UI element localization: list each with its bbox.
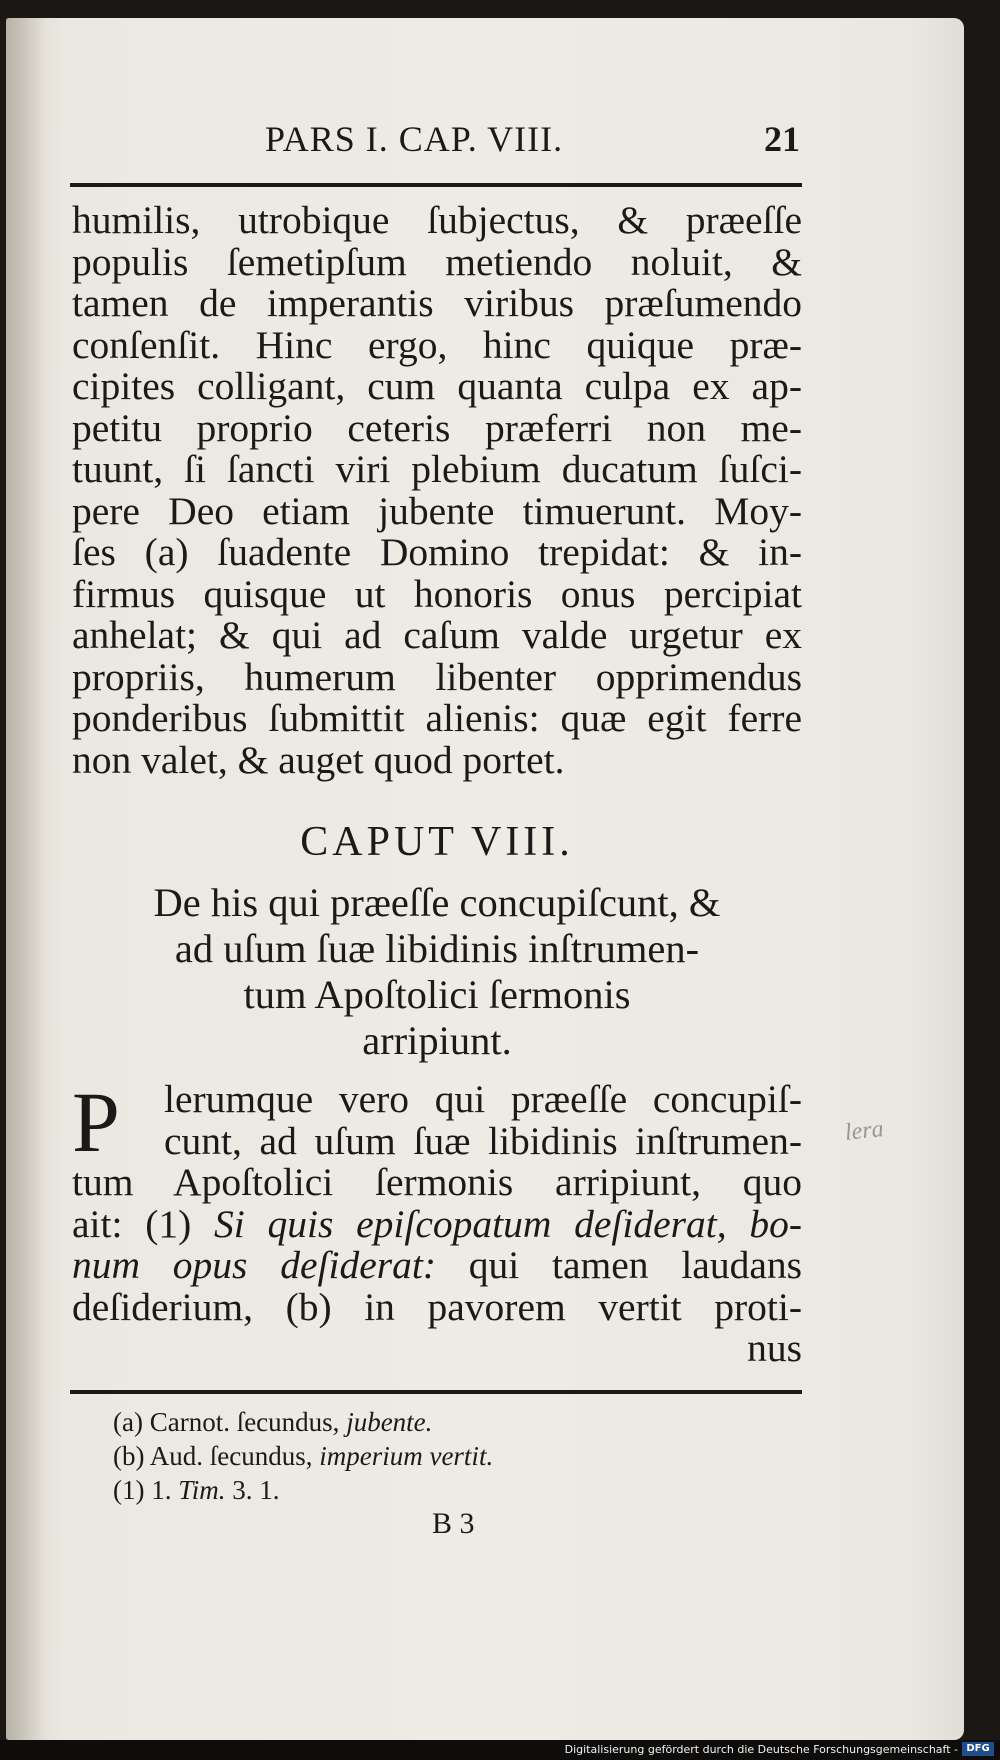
text-line: populis ſemetipſum metiendo noluit, & — [72, 239, 802, 284]
text-line: firmus quisque ut honoris onus percipiat — [72, 571, 802, 616]
footnote-text: (1) 1. — [113, 1475, 179, 1505]
text-line — [72, 1201, 802, 1246]
footer-credit: Digitalisierung gefördert durch die Deutsche Forschungsgemeinschaft - — [564, 1743, 958, 1756]
footnote-1 — [113, 1473, 713, 1507]
signature-mark: B 3 — [432, 1507, 475, 1540]
chapter-title-line: arripiunt. — [362, 1018, 512, 1063]
drop-cap: P — [72, 1074, 120, 1170]
paragraph-1 — [72, 200, 802, 781]
text-line: ponderibus ſubmittit alienis: quæ egit ferre — [72, 696, 802, 740]
text-line: tum Apoſtolici ſermonis arripiunt, quo — [72, 1160, 802, 1204]
chapter-title-line: De his qui præeſſe concupiſcunt, & — [153, 880, 721, 925]
footnote-a — [113, 1405, 713, 1439]
header-rule — [70, 183, 802, 187]
footnote-text: 3. 1. — [225, 1475, 280, 1505]
text-line: petitu proprio ceteris præferri non me- — [72, 405, 802, 450]
catchword: nus — [747, 1326, 802, 1370]
text-line: cipites colligant, cum quanta culpa ex ap- — [72, 364, 802, 408]
text-line: propriis, humerum libenter opprimendus — [72, 654, 802, 699]
spine-shadow — [6, 18, 46, 1740]
text-line: humilis, utrobique ſubjectus, & præeſſe — [72, 198, 802, 242]
text-run: qui tamen laudans — [435, 1243, 802, 1287]
text-line: pere Deo etiam jubente timuerunt. Moy- — [72, 488, 802, 533]
text-line: anhelat; & qui ad caſum valde urgetur ex — [72, 613, 802, 657]
text-line: ſes (a) ſuadente Domino trepidat: & in- — [72, 530, 802, 574]
footnote-text: (a) Carnot. ſecundus, — [113, 1407, 347, 1437]
footnote-italic: imperium vertit. — [319, 1441, 494, 1471]
footnote-italic: jubente. — [346, 1407, 433, 1437]
paragraph-2 — [72, 1074, 802, 1370]
italic-quote: num opus deſiderat: — [72, 1243, 436, 1287]
text-line: non valet, & auget quod portet. — [72, 737, 565, 782]
footnote-italic: Tim. — [178, 1475, 226, 1505]
footnote-b — [113, 1439, 713, 1473]
chapter-title-line: ad uſum ſuæ libidinis inſtrumen- — [174, 926, 700, 971]
chapter-title-line: tum Apoſtolici ſermonis — [243, 972, 631, 1017]
text-line: tuunt, ſi ſancti viri plebium ducatum ſuſci- — [72, 447, 802, 491]
running-header — [70, 118, 800, 166]
chapter-title — [72, 880, 802, 1064]
marginal-note: lera — [843, 1116, 885, 1146]
footnotes — [113, 1405, 713, 1507]
text-line: cunt, ad uſum ſuæ libidinis inſtrumen- — [164, 1118, 802, 1163]
text-line: tamen de imperantis viribus præſumendo — [72, 281, 802, 325]
italic-quote: Si quis epiſcopatum deſiderat, bo- — [214, 1201, 802, 1246]
running-title: PARS I. CAP. VIII. — [265, 119, 564, 159]
text-run: ait: (1) — [72, 1201, 215, 1246]
chapter-heading: CAPUT VIII. — [300, 819, 574, 865]
text-line — [72, 1245, 802, 1287]
text-line: conſenſit. Hinc ergo, hinc quique præ- — [72, 322, 802, 367]
text-line: lerumque vero qui præeſſe concupiſ- — [164, 1077, 802, 1121]
text-line: deſiderium, (b) in pavorem vertit proti- — [72, 1284, 802, 1329]
footnote-text: (b) Aud. ſecundus, — [113, 1441, 320, 1471]
dfg-logo: DFG — [962, 1742, 994, 1756]
page-number: 21 — [764, 119, 800, 159]
footnote-rule — [70, 1390, 802, 1394]
